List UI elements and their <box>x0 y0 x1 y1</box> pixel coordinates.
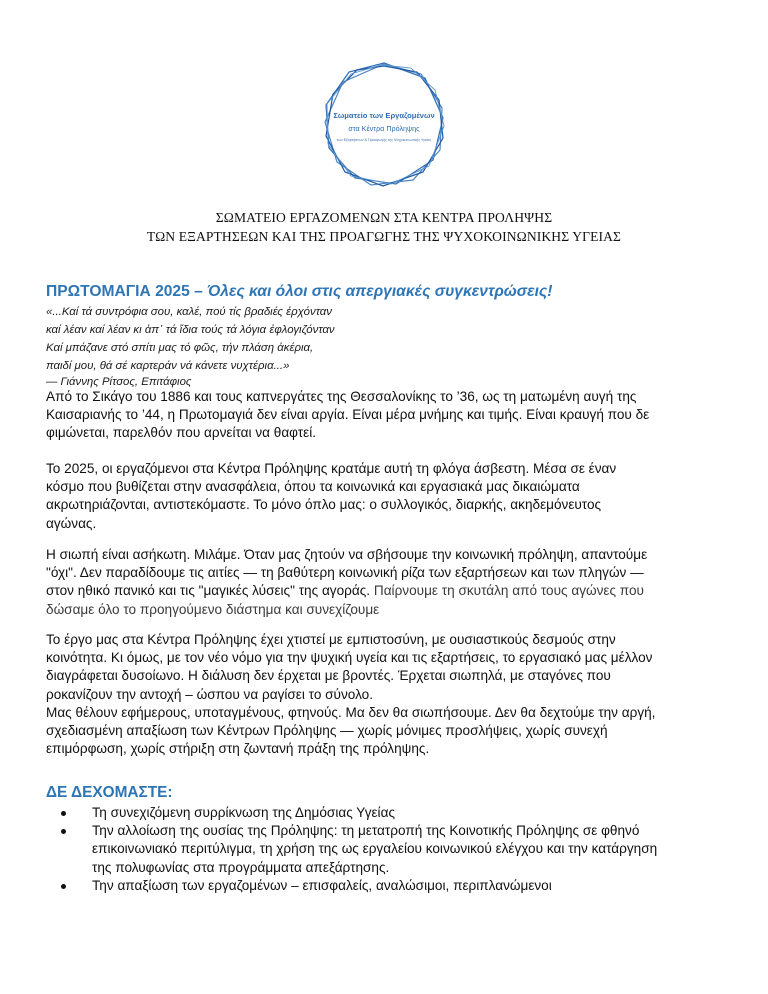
title-main: ΠΡΩΤΟΜΑΓΙΑ 2025 – <box>46 283 208 300</box>
text-line: σχεδιασμένη απαξίωση των Κέντρων Πρόληψης — χωρίς μόνιμες προσλήψεις, χωρίς συνεχή <box>46 723 608 739</box>
text-line: της πολυφωνίας στα προγράμματα απεξάρτησης. <box>92 859 390 875</box>
text-line: αγώνας. <box>46 515 97 531</box>
bullet-icon <box>61 811 66 816</box>
section-heading: ΔΕ ΔΕΧΟΜΑΣΤΕ: <box>46 784 173 801</box>
text-line: διαγράφεται δυσοίωνο. Η διάλυση δεν έρχεται με βροντές. Έρχεται σιωπηλά, με σταγόνες που <box>46 668 611 684</box>
text-line: Το 2025, οι εργαζόμενοι στα Κέντρα Πρόληψης κρατάμε αυτή τη φλόγα άσβεστη. Μέσα σε έναν <box>46 461 617 476</box>
text-segment-dark: Παίρνουμε τη σκυτάλη από τους αγώνες που <box>373 583 644 599</box>
poem-line: «...Καί τά συντρόφια σου, καλέ, πού τίς βραδιές ἐρχόνταν <box>46 306 332 318</box>
text-line: Μας θέλουν εφήμερους, υποταγμένους, φτηνούς. Μα δεν θα σιωπήσουμε. Δεν θα δεχτούμε την αργή, <box>46 704 656 720</box>
poem-line: καί λέαν καί λέαν κι ἀπ᾽ τά ἴδια τούς τά λόγια ἐφλογιζόνταν <box>46 324 335 336</box>
org-name-line-1: ΣΩΜΑΤΕΙΟ ΕΡΓΑΖΟΜΕΝΩΝ ΣΤΑ ΚΕΝΤΡΑ ΠΡΟΛΗΨΗΣ <box>215 210 553 225</box>
logo-caption: των Εξαρτήσεων & Προαγωγής της Ψυχοκοινωνικής Υγείας <box>336 138 432 142</box>
demands-list <box>46 804 726 895</box>
text-line: κόσμο που βυθίζεται στην ανασφάλεια, όπου τα κοινωνικά και εργασιακά μας δικαιώματα <box>46 479 580 495</box>
poem-line: παιδί μου, θά σέ καρτεράν νά κάνετε νυχτέρια...» <box>46 360 290 372</box>
poem-quote <box>46 303 335 389</box>
text-line: Καισαριανής το ’44, η Πρωτομαγιά δεν είναι αργία. Είναι μέρα μνήμης και τιμής. Είναι κραυγή που δε <box>46 407 650 423</box>
text-line: "όχι". Δεν παραδίδουμε τις αιτίες — τη βαθύτερη κοινωνική ρίζα των εξαρτήσεων και των πληγών — <box>46 565 644 581</box>
text-line: Την απαξίωση των εργαζομένων – επισφαλείς, αναλώσιμοι, περιπλανώμενοι <box>92 877 552 893</box>
bullet-icon <box>61 829 66 834</box>
logo-title: Σωματείο των Εργαζομένων <box>333 111 435 120</box>
paragraph-2025 <box>46 460 726 533</box>
text-line: Το έργο μας στα Κέντρα Πρόληψης έχει χτιστεί με εμπιστοσύνη, με ουσιαστικούς δεσμούς στην <box>46 632 616 647</box>
org-name-line-2: ΤΩΝ ΕΞΑΡΤΗΣΕΩΝ ΚΑΙ ΤΗΣ ΠΡΟΑΓΩΓΗΣ ΤΗΣ ΨΥΧΟΚΟΙΝΩΝΙΚΗΣ ΥΓΕΙΑΣ <box>146 229 622 244</box>
text-line: επιμόρφωση, χωρίς στήριξη στη ζωντανή πράξη της πρόληψης. <box>46 741 430 757</box>
poem-author: — Γιάννης Ρίτσος, Επιτάφιος <box>46 376 192 388</box>
text-line: ακρωτηριάζονται, αντιστεκόμαστε. Το μόνο όπλο μας: ο συλλογικός, διαρκής, ακηδεμόνευτος <box>46 497 602 513</box>
poem-line: Καί μπάζανε στό σπίτι μας τό φῶς, τήν πλάση ἀκέρια, <box>46 342 314 354</box>
paragraph-silence <box>46 546 726 619</box>
text-line: επικοινωνιακό περιτύλιγμα, τη χρήση της ως εργαλείου κοινωνικού ελέγχου και την κατάργηση <box>92 841 658 857</box>
paragraph-work <box>46 631 726 758</box>
text-line: φιμώνεται, παρελθόν που αρνείται να θαφτεί. <box>46 425 317 441</box>
title-slogan: Όλες και όλοι στις απεργιακές συγκεντρώσεις! <box>207 283 553 300</box>
list-item <box>46 822 726 877</box>
text-segment: στον ηθικό πανικό και τις "μαγικές λύσεις" της αγοράς. <box>46 583 374 599</box>
text-line: Η σιωπή είναι ασήκωτη. Μιλάμε. Όταν μας ζητούν να σβήσουμε την κοινωνική πρόληψη, απαντούμε <box>46 547 648 562</box>
text-line: Τη συνεχιζόμενη συρρίκνωση της Δημόσιας Υγείας <box>92 805 395 820</box>
text-line: Την αλλοίωση της ουσίας της Πρόληψης: τη μετατροπή της Κοινοτικής Πρόληψης σε φθηνό <box>92 823 640 839</box>
bullet-icon <box>61 884 66 889</box>
logo-subtitle: στα Κέντρα Πρόληψης <box>348 124 420 133</box>
text-line: κοινότητα. Κι όμως, με τον νέο νόμο για την ψυχική υγεία και τις εξαρτήσεις, το εργασιακό μας μέλλον <box>46 650 653 666</box>
text-line: Από το Σικάγο του 1886 και τους καπνεργάτες της Θεσσαλονίκης το ’36, ως τη ματωμένη αυγή της <box>46 389 637 404</box>
union-logo <box>321 60 447 188</box>
list-item <box>46 877 726 895</box>
text-line: ροκανίζουν την αντοχή – ώσπου να ραγίσει το σύνολο. <box>46 686 374 702</box>
page-title <box>46 283 552 301</box>
paragraph-history <box>46 388 726 443</box>
list-item <box>46 804 726 822</box>
text-line <box>46 582 726 600</box>
text-line: δώσαμε όλο το προηγούμενο διάστημα και συνεχίζουμε <box>46 601 380 617</box>
